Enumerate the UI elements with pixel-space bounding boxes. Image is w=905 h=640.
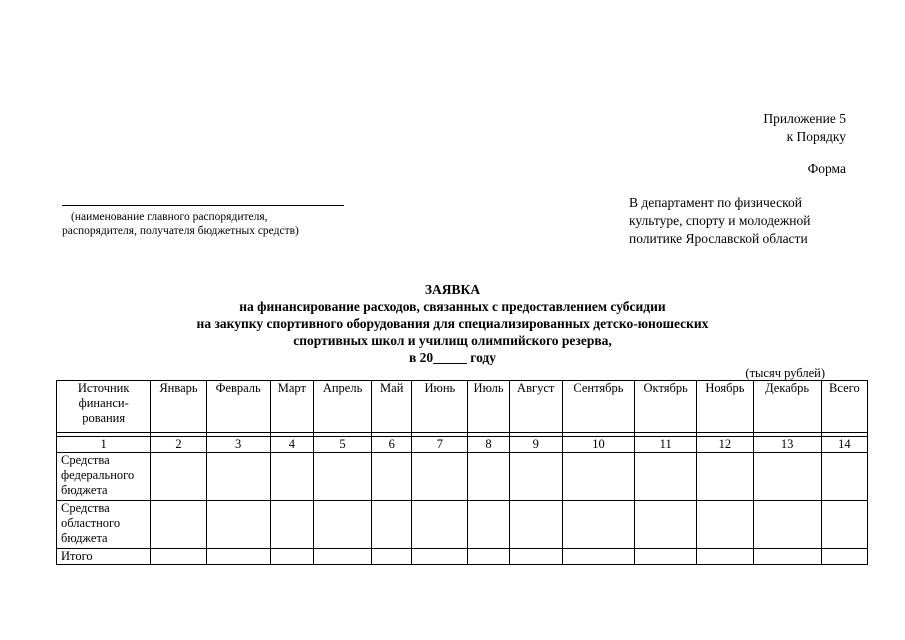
column-number: 4 (270, 437, 313, 453)
row-label-federal (57, 453, 151, 501)
value-cell[interactable] (468, 501, 509, 549)
column-header: Март (270, 381, 313, 433)
title-year-line: в 20_____ году (408, 350, 497, 365)
column-number: 8 (468, 437, 509, 453)
value-cell[interactable] (753, 453, 821, 501)
value-cell[interactable] (697, 453, 753, 501)
value-cell[interactable] (313, 453, 371, 501)
value-cell[interactable] (151, 501, 206, 549)
source-header-cell (57, 381, 151, 433)
column-header: Сентябрь (562, 381, 634, 433)
column-number: 11 (635, 437, 697, 453)
column-number-row (57, 437, 868, 453)
addressee-line: культуре, спорту и молодежной (629, 213, 811, 228)
column-number: 3 (206, 437, 270, 453)
table-row-total (57, 549, 868, 565)
header-text: рования (82, 411, 126, 425)
sender-caption-line: (наименование главного распорядителя, (71, 211, 268, 223)
sender-caption-line: распорядителя, получателя бюджетных средств) (62, 225, 299, 237)
row-label-text: областного (61, 516, 121, 530)
financing-table (56, 380, 868, 565)
value-cell[interactable] (753, 501, 821, 549)
table-row-regional (57, 501, 868, 549)
value-cell[interactable] (206, 501, 270, 549)
column-header: Февраль (206, 381, 270, 433)
addressee-line: В департамент по физической (629, 195, 802, 210)
value-cell[interactable] (635, 501, 697, 549)
column-number: 12 (697, 437, 753, 453)
column-header: Июнь (412, 381, 468, 433)
value-cell[interactable] (412, 501, 468, 549)
value-cell[interactable] (821, 453, 867, 501)
value-cell[interactable] (509, 549, 562, 565)
sender-name-line (62, 205, 344, 206)
column-header: Январь (151, 381, 206, 433)
table-row-federal (57, 453, 868, 501)
header-text: Источник (77, 381, 130, 395)
value-cell[interactable] (635, 453, 697, 501)
row-label-text: федерального (61, 468, 135, 482)
value-cell[interactable] (372, 549, 412, 565)
value-cell[interactable] (821, 549, 867, 565)
column-number: 7 (412, 437, 468, 453)
value-cell[interactable] (206, 549, 270, 565)
value-cell[interactable] (468, 453, 509, 501)
title-line: на финансирование расходов, связанных с предоставлением субсидии (239, 299, 666, 314)
value-cell[interactable] (697, 501, 753, 549)
column-number: 10 (562, 437, 634, 453)
value-cell[interactable] (468, 549, 509, 565)
sender-caption (62, 210, 299, 238)
value-cell[interactable] (270, 453, 313, 501)
value-cell[interactable] (635, 549, 697, 565)
column-number: 9 (509, 437, 562, 453)
value-cell[interactable] (562, 501, 634, 549)
value-cell[interactable] (753, 549, 821, 565)
value-cell[interactable] (509, 501, 562, 549)
document-title (0, 281, 905, 366)
row-label-text: Средства (61, 501, 110, 515)
addressee-block (629, 194, 810, 248)
value-cell[interactable] (821, 501, 867, 549)
value-cell[interactable] (509, 453, 562, 501)
column-number: 13 (753, 437, 821, 453)
table-header-row (57, 381, 868, 433)
column-number: 5 (313, 437, 371, 453)
units-label: (тысяч рублей) (745, 366, 825, 380)
value-cell[interactable] (562, 549, 634, 565)
value-cell[interactable] (412, 453, 468, 501)
column-header: Апрель (313, 381, 371, 433)
addressee-line: политике Ярославской области (629, 231, 808, 246)
row-label-text: бюджета (61, 483, 108, 497)
value-cell[interactable] (151, 549, 206, 565)
value-cell[interactable] (372, 453, 412, 501)
row-label-text: Средства (61, 453, 110, 467)
column-header: Октябрь (635, 381, 697, 433)
value-cell[interactable] (697, 549, 753, 565)
row-label-regional (57, 501, 151, 549)
column-header: Август (509, 381, 562, 433)
column-header: Всего (821, 381, 867, 433)
value-cell[interactable] (562, 453, 634, 501)
row-label-text: бюджета (61, 531, 108, 545)
column-header: Ноябрь (697, 381, 753, 433)
title-heading: ЗАЯВКА (424, 282, 481, 297)
value-cell[interactable] (412, 549, 468, 565)
form-label: Форма (807, 161, 846, 176)
value-cell[interactable] (206, 453, 270, 501)
header-text: финанси- (78, 396, 129, 410)
value-cell[interactable] (270, 501, 313, 549)
column-header: Июль (468, 381, 509, 433)
appendix-number: Приложение 5 (763, 111, 846, 126)
value-cell[interactable] (313, 549, 371, 565)
column-number: 6 (372, 437, 412, 453)
column-header: Май (372, 381, 412, 433)
title-line: на закупку спортивного оборудования для специализированных детско-юношеских (196, 316, 709, 331)
title-line: спортивных школ и училищ олимпийского резерва, (293, 333, 612, 348)
column-number: 2 (151, 437, 206, 453)
column-number: 1 (57, 437, 151, 453)
appendix-reference: к Порядку (786, 129, 846, 144)
value-cell[interactable] (151, 453, 206, 501)
value-cell[interactable] (270, 549, 313, 565)
column-header: Декабрь (753, 381, 821, 433)
column-number: 14 (821, 437, 867, 453)
value-cell[interactable] (372, 501, 412, 549)
value-cell[interactable] (313, 501, 371, 549)
row-label-total: Итого (57, 549, 151, 565)
